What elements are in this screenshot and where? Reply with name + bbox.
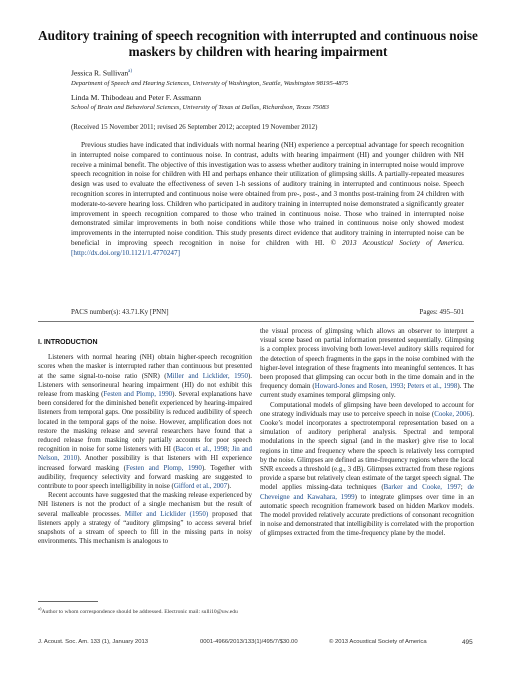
citation-link[interactable]: Peters et al., 1998 [407, 382, 458, 391]
received-dates: (Received 15 November 2011; revised 26 September 2012; accepted 19 November 2012) [71, 124, 318, 131]
footer-copyright: © 2013 Acoustical Society of America [329, 639, 427, 645]
citation-link[interactable]: de Cheveigne and Kawahara, 1999 [260, 483, 474, 501]
abstract [71, 141, 464, 259]
pacs-numbers: PACS number(s): 43.71.Ky [PNN] [71, 308, 169, 316]
citation-link[interactable]: Miller and Licklider (1950) [124, 509, 209, 518]
citation-link[interactable]: Cooke, 2006 [434, 409, 470, 418]
author-footnote-marker[interactable]: a) [128, 69, 133, 74]
footer-journal: J. Acoust. Soc. Am. 133 (1), January 2013 [38, 639, 149, 645]
page-number: 495 [462, 639, 473, 646]
author-names-2: Linda M. Thibodeau and Peter F. Assmann [71, 93, 202, 102]
pacs-line [71, 308, 464, 316]
paragraph-text: ; [460, 483, 468, 492]
citation-link[interactable]: Jin and Nelson, 2010 [38, 445, 252, 463]
citation-link[interactable]: Barker and Cooke, 1997 [383, 483, 461, 492]
paragraph-text: ). Listeners with sensorineural hearing impairment (HI) do not exhibit this release from masking ( [38, 371, 252, 399]
intro-paragraph-1 [38, 353, 252, 491]
paragraph-text: Computational models of glimpsing have been developed to account for one strategy individuals may use to perceive speech in noise ( [260, 400, 474, 418]
intro-paragraph-3 [260, 327, 474, 401]
paragraph-text: ). The current study examines temporal glimpsing only. [260, 382, 474, 400]
footnote [38, 605, 252, 616]
footnote-text: Author to whom correspondence should be addressed. Electronic mail: sulli10@uw.edu [41, 608, 238, 615]
author-block-2 [71, 93, 471, 112]
author-affiliation-2: School of Brain and Behavioral Sciences, University of Texas at Dallas, Richardson, Texas 75083 [71, 104, 329, 111]
abstract-copyright: © 2013 Acoustical Society of America. [330, 238, 465, 247]
page-range: Pages: 495–501 [419, 308, 464, 316]
left-column [38, 338, 252, 546]
section-heading: I. INTRODUCTION [38, 339, 98, 346]
right-column [260, 327, 474, 539]
paragraph-text: ) to integrate glimpses over time in an automatic speech recognition framework based on hidden Markov models. The model provided relatively accurate predictions of consonant recognition in noise and demonstrated that intelligibility is correlated with the proportion of glimpses extracted from the time-frequency plane by the model. [260, 492, 474, 538]
paragraph-text: ). Another possibility is that listeners with HI experience increased forward masking ( [38, 454, 252, 472]
author-affiliation-1: Department of Speech and Hearing Sciences, University of Washington, Seattle, Washington 98195-4875 [71, 79, 349, 87]
citation-link[interactable]: Miller and Licklider, 1950 [166, 371, 248, 380]
paragraph-text: ). Cooke’s model incorporates a spectrotemporal representation based on a simulation of auditory peripheral analysis. Spectral and temporal modulations in the speech signal (and in the masker) give rise to local regions in time and frequency where the speech is relatively less corrupted by the noise. Glimpses are defined as time-frequency regions where the local SNR exceeds a threshold (e.g., 3 dB). Glimpses extracted from these regions provide a sparse but relatively clean estimate of the target speech signal. The model applies missing-data techniques ( [260, 409, 474, 492]
citation-link[interactable]: Bacon et al., 1998 [175, 445, 228, 454]
citation-link[interactable]: Festen and Plomp, 1990 [103, 390, 173, 399]
paragraph-text: Listeners with normal hearing (NH) obtain higher-speech recognition scores when the masker is interrupted rather than continuous but presented at the same signal-to-noise ratio (SNR) ( [38, 353, 252, 380]
citation-link[interactable]: Gifford et al., 2007 [173, 482, 228, 491]
paragraph-text: ; [227, 445, 232, 454]
footer-issn: 0001-4966/2013/133(1)/495/7/$30.00 [200, 639, 298, 645]
intro-paragraph-2 [38, 491, 252, 546]
author-block-1 [71, 67, 471, 88]
footnote-marker: a) [38, 606, 42, 611]
paragraph-text: ). Together with audibility, frequency selectivity and forward masking are suggested to contribute to poor speech intelligibility in noise ( [38, 463, 253, 491]
citation-link[interactable]: Howard-Jones and Rosen, 1993 [314, 382, 404, 391]
citation-link[interactable]: Festen and Plomp, 1990 [125, 463, 202, 472]
author-names-1: Jessica R. Sullivan$^{a)}$ [71, 68, 133, 78]
paragraph-text: proposed that listeners apply a strategy of “auditory glimpsing” to access several brief snapshots of a stream of speech to fill in the missing parts in noisy environments. This mechanism is analogous to [38, 509, 252, 546]
paragraph-text: ; [403, 382, 408, 391]
paragraph-text: the visual process of glimpsing which allows an observer to interpret a visual scene based on partial information presented sequentially. Glimpsing is a complex process involving both lower-level auditory skills required for the detection of speech fragments in the gaps in the noise combined with the higher-level integration of these fragments into meaningful sentences. It has been proposed that glimpsing can occur both in the time domain and in the frequency domain ( [260, 327, 474, 391]
paragraph-text: Recent accounts have suggested that the masking release experienced by NH listeners is not the product of a single mechanism but the result of several malleable processes. [38, 491, 252, 518]
footnote-divider [38, 601, 98, 602]
abstract-text: Previous studies have indicated that individuals with normal hearing (NH) experience a perceptual advantage for speech recognition in interrupted noise compared to continuous noise. In contrast, adults with hearing impairment (HI) and younger children with NH receive a minimal benefit. The objective of this investigation was to assess whether auditory training in interrupted noise would improve speech recognition in noise for children with HI and perhaps enhance their utilization of glimpsing skills. A partially-repeated measures design was used to evaluate the effectiveness of seven 1-h sessions of auditory training in interrupted and continuous noise. Speech recognition scores in interrupted and continuous noise were obtained from pre-, post-, and 3 months post-training from 24 children with moderate-to-severe hearing loss. Children who participated in auditory training in interrupted noise demonstrated a significantly greater improvement in speech recognition compared to those who trained in continuous noise. Those who trained in interrupted noise demonstrated similar improvements in both noise conditions while those who trained in continuous noise only showed modest improvements in the interrupted noise condition. This study presents direct evidence that auditory training in interrupted noise can be beneficial in improving speech recognition in noise for children with HI. [71, 141, 464, 247]
paragraph-text: ). Several explanations have been considered for the diminished benefit experienced by hearing-impaired listeners from temporal gaps. One possibility is reduced audibility of speech located in the temporal gaps of the noise. However, amplification does not restore the masking release and several researchers have found that a reduced release from masking only partially accounts for poor speech recognition in noise for some listeners with HI ( [38, 390, 253, 454]
article-title: Auditory training of speech recognition with interrupted and continuous noise maskers by children with hearing impairment [38, 28, 478, 59]
paragraph-text: ). [227, 482, 232, 491]
section-divider [38, 321, 474, 322]
intro-paragraph-4 [260, 401, 474, 539]
doi-link[interactable]: [http://dx.doi.org/10.1121/1.4770247] [71, 248, 181, 257]
